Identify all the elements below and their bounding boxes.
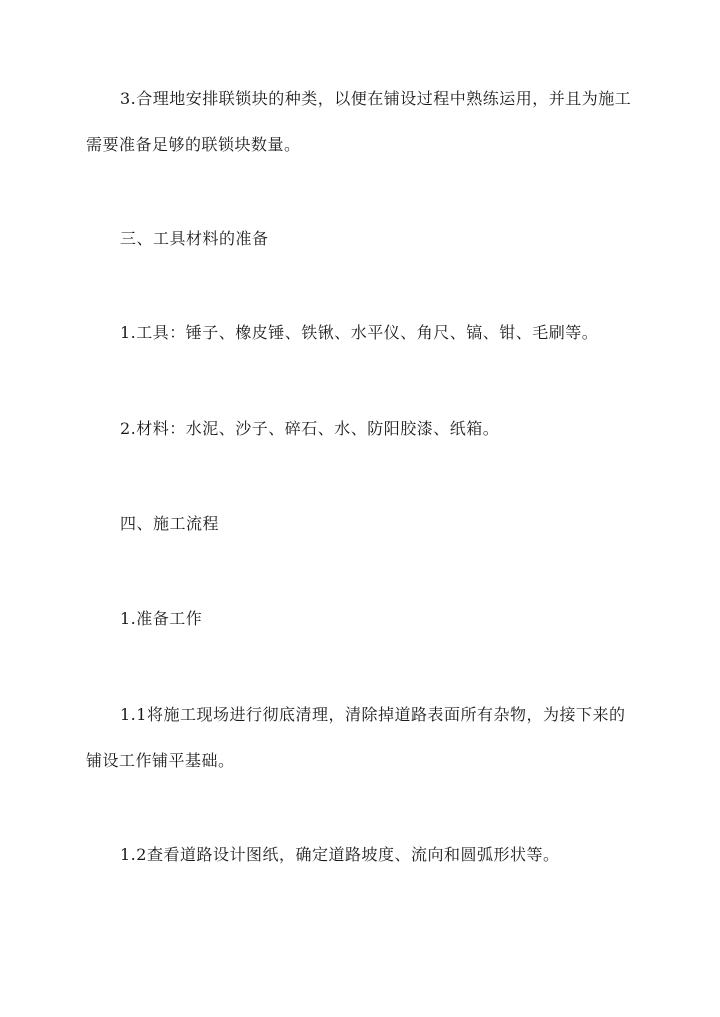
- paragraph-site-cleanup: 1.1将施工现场进行彻底清理，清除掉道路表面所有杂物，为接下来的铺设工作铺平基础。: [86, 705, 626, 770]
- section-heading-tools-materials: 三、工具材料的准备: [120, 229, 269, 248]
- subheading-preparation-work: 1.准备工作: [120, 609, 203, 628]
- paragraph-check-design-drawings: 1.2查看道路设计图纸，确定道路坡度、流向和圆弧形状等。: [120, 845, 560, 864]
- paragraph-materials-list: 2.材料：水泥、沙子、碎石、水、防阳胶漆、纸箱。: [120, 419, 500, 438]
- paragraph-tools-list: 1.工具：锤子、橡皮锤、铁锹、水平仪、角尺、镐、钳、毛刷等。: [120, 323, 599, 342]
- paragraph-interlock-block-arrangement: 3.合理地安排联锁块的种类，以便在铺设过程中熟练运用，并且为施工需要准备足够的联锁块数量。: [86, 89, 632, 154]
- section-heading-construction-process: 四、施工流程: [120, 514, 220, 533]
